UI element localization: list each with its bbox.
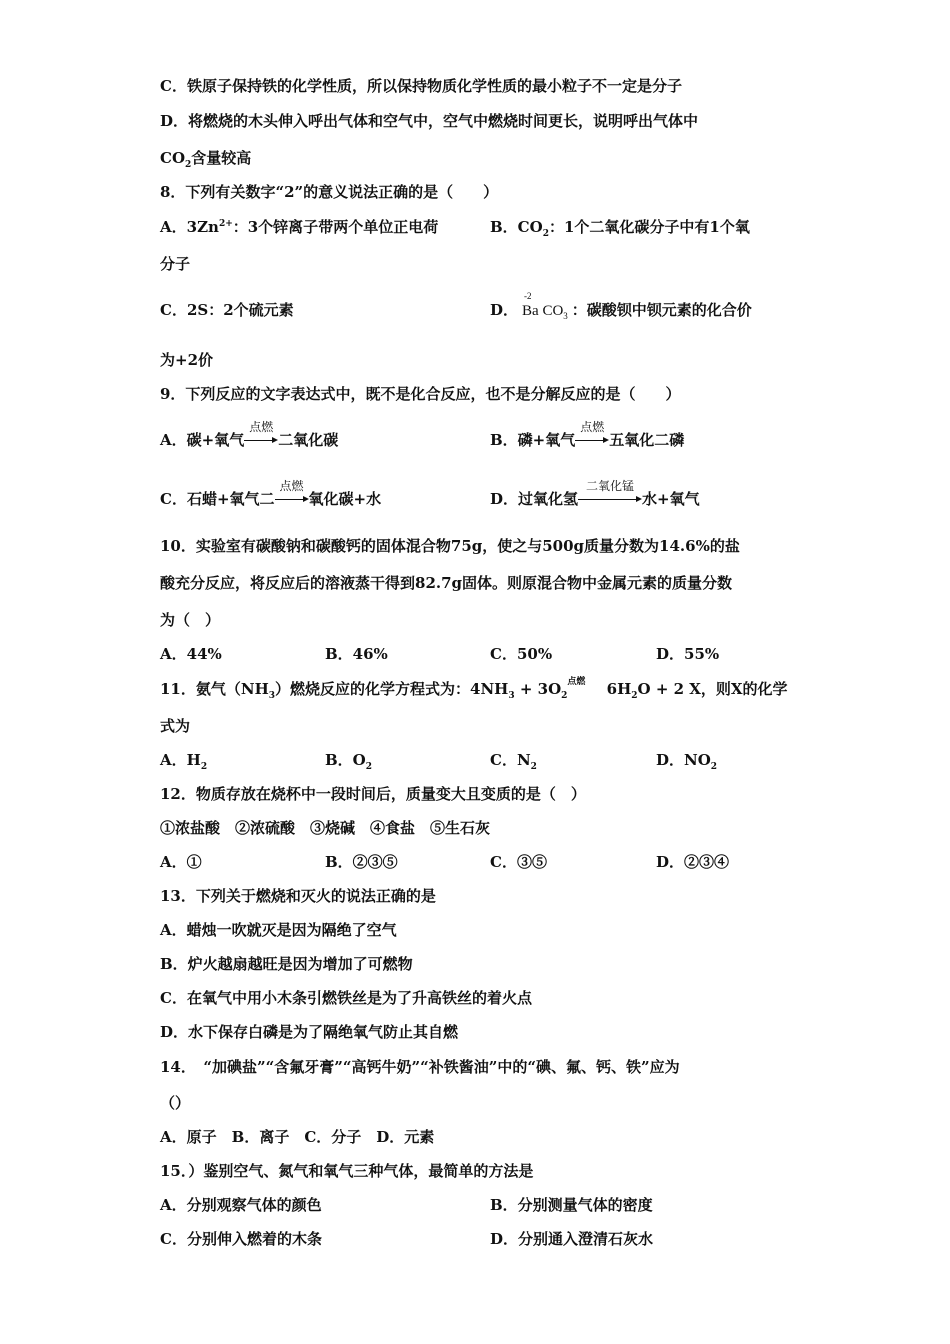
text-fragment: ：碳酸钡中钡元素的化合价 [571, 301, 752, 319]
q13-option-b: B．炉火越扇越旺是因为增加了可燃物 [160, 955, 413, 973]
subscript: 2 [631, 691, 638, 701]
q13-option-a: A．蜡烛一吹就灭是因为隔绝了空气 [160, 921, 397, 939]
q7-option-d: D．将燃烧的木头伸入呼出气体和空气中，空气中燃烧时间更长，说明呼出气体中 [160, 112, 699, 130]
arrow-head-icon [603, 437, 609, 443]
text-fragment: D．过氧化氢 [490, 490, 579, 508]
q15-option-a: A．分别观察气体的颜色 [160, 1196, 322, 1214]
q10-stem-2: 酸充分反应，将反应后的溶液蒸干得到82.7g固体。则原混合物中金属元素的质量分数 [160, 574, 733, 592]
q13-stem: 13．下列关于燃烧和灭火的说法正确的是 [160, 887, 436, 905]
text-fragment: O + 2 X，则X的化学 [637, 680, 788, 698]
q10-option-b: B．46% [325, 645, 388, 663]
valence-formula [518, 291, 572, 321]
q11-option-d [656, 750, 717, 770]
q8-option-a [160, 217, 438, 237]
q13-option-d: D．水下保存白磷是为了隔绝氧气防止其自燃 [160, 1023, 459, 1041]
text-fragment: ：1个二氧化碳分子中有1个氧 [548, 218, 750, 236]
text-fragment: 二氧化碳 [278, 431, 339, 449]
text-fragment: D． [490, 301, 519, 319]
text-fragment: B．O [325, 751, 366, 769]
text-fragment: 氧化碳+水 [308, 490, 382, 508]
q12-option-b: B．②③⑤ [325, 853, 398, 871]
text-fragment: A．碳+氧气 [160, 431, 245, 449]
arrow-head-icon [272, 437, 278, 443]
subscript: 3 [563, 311, 568, 321]
reaction-condition: 点燃 [249, 420, 274, 434]
q13-option-c: C．在氧气中用小木条引燃铁丝是为了升高铁丝的着火点 [160, 989, 532, 1007]
arrow-shaft [575, 440, 605, 441]
reaction-condition: 点燃 [580, 420, 605, 434]
q7-option-c: C．铁原子保持铁的化学性质，所以保持物质化学性质的最小粒子不一定是分子 [160, 77, 682, 95]
subscript: 2 [530, 762, 537, 772]
q12-option-c: C．③⑤ [490, 853, 547, 871]
q14-options: A．原子 B．离子 C．分子 D．元素 [160, 1128, 435, 1146]
q15-option-b: B．分别测量气体的密度 [490, 1196, 653, 1214]
text-fragment: A．H [160, 751, 201, 769]
subscript: 2 [710, 762, 718, 772]
text-fragment: D．NO [656, 751, 711, 769]
q8-option-c: C．2S：2个硫元素 [160, 301, 294, 319]
reaction-condition-inline [567, 679, 601, 699]
superscript: 2+ [218, 219, 233, 229]
q12-substances: ①浓盐酸 ②浓硫酸 ③烧碱 ④食盐 ⑤生石灰 [160, 819, 491, 837]
q14-stem-1: 14． “加碘盐”“含氟牙膏”“高钙牛奶”“补铁酱油”中的“碘、氟、钙、铁”应为 [160, 1058, 680, 1076]
q11-option-c [490, 750, 537, 770]
q9-option-d [490, 479, 700, 509]
q10-stem-1: 10．实验室有碳酸钠和碳酸钙的固体混合物75g，使之与500g质量分数为14.6%的盐 [160, 537, 740, 555]
text-fragment: A．3Zn [160, 218, 219, 236]
q8-option-d [490, 291, 752, 321]
text-fragment: 含量较高 [191, 149, 252, 167]
q8-option-b [490, 217, 750, 237]
q8-option-b-cont: 分子 [160, 255, 191, 273]
text-fragment: 6H [601, 680, 632, 698]
q15-option-c: C．分别伸入燃着的木条 [160, 1230, 322, 1248]
text-fragment: 五氧化二磷 [609, 431, 685, 449]
subscript: 2 [542, 229, 549, 239]
formula-part: Ba [522, 303, 539, 319]
q12-option-d: D．②③④ [656, 853, 730, 871]
q12-stem: 12．物质存放在烧杯中一段时间后，质量变大且变质的是（ ） [160, 785, 586, 803]
text-fragment: ）燃烧反应的化学方程式为：4NH [275, 680, 509, 698]
q10-option-a: A．44% [160, 645, 222, 663]
arrow-shaft [275, 499, 305, 500]
arrow-shaft [244, 440, 274, 441]
reaction-arrow [575, 420, 609, 450]
subscript: 3 [508, 691, 515, 701]
arrow-shaft [578, 499, 638, 500]
q9-option-c [160, 479, 382, 509]
text-fragment: B．磷+氧气 [490, 431, 576, 449]
q9-option-a [160, 420, 339, 450]
arrow-head-icon [636, 496, 642, 502]
q10-stem-3: 为（ ） [160, 611, 221, 629]
text-fragment: C．石蜡+氧气二 [160, 490, 275, 508]
q14-stem-2: （） [160, 1094, 191, 1112]
text-fragment: B．CO [490, 218, 543, 236]
text-fragment: 水+氧气 [642, 490, 700, 508]
q11-option-b [325, 750, 372, 770]
q15-stem: 15．）鉴别空气、氮气和氧气三种气体，最简单的方法是 [160, 1162, 534, 1180]
formula-part: CO [542, 303, 564, 319]
subscript: 2 [200, 762, 208, 772]
arrow-head-icon [303, 496, 309, 502]
text-fragment: 11．氨气（NH [160, 680, 269, 698]
subscript: 2 [365, 762, 373, 772]
q11-stem-1 [160, 679, 788, 699]
q10-option-c: C．50% [490, 645, 553, 663]
reaction-condition: 点燃 [279, 479, 304, 493]
reaction-arrow [578, 479, 642, 509]
q11-stem-2: 式为 [160, 717, 191, 735]
text-fragment: + 3O [514, 680, 562, 698]
valence-mark: -2 [524, 291, 532, 301]
q8-option-d-cont: 为+2价 [160, 351, 214, 369]
subscript: 2 [561, 691, 568, 701]
subscript: 3 [268, 691, 276, 701]
q9-stem: 9．下列反应的文字表达式中，既不是化合反应，也不是分解反应的是（ ） [160, 385, 681, 403]
q11-option-a [160, 750, 207, 770]
reaction-arrow [275, 479, 309, 509]
q10-option-d: D．55% [656, 645, 720, 663]
q15-option-d: D．分别通入澄清石灰水 [490, 1230, 654, 1248]
text-fragment: C．N [490, 751, 531, 769]
reaction-condition: 二氧化锰 [586, 479, 635, 493]
reaction-arrow [244, 420, 278, 450]
text-fragment: CO [160, 149, 186, 167]
reaction-condition: 点燃 [567, 677, 586, 687]
q9-option-b [490, 420, 685, 450]
text-fragment: ：3个锌离子带两个单位正电荷 [232, 218, 439, 236]
subscript: 2 [185, 160, 192, 170]
q8-stem: 8．下列有关数字“2”的意义说法正确的是（ ） [160, 183, 499, 201]
q12-option-a: A．① [160, 853, 202, 871]
q7-option-d-cont [160, 148, 251, 168]
